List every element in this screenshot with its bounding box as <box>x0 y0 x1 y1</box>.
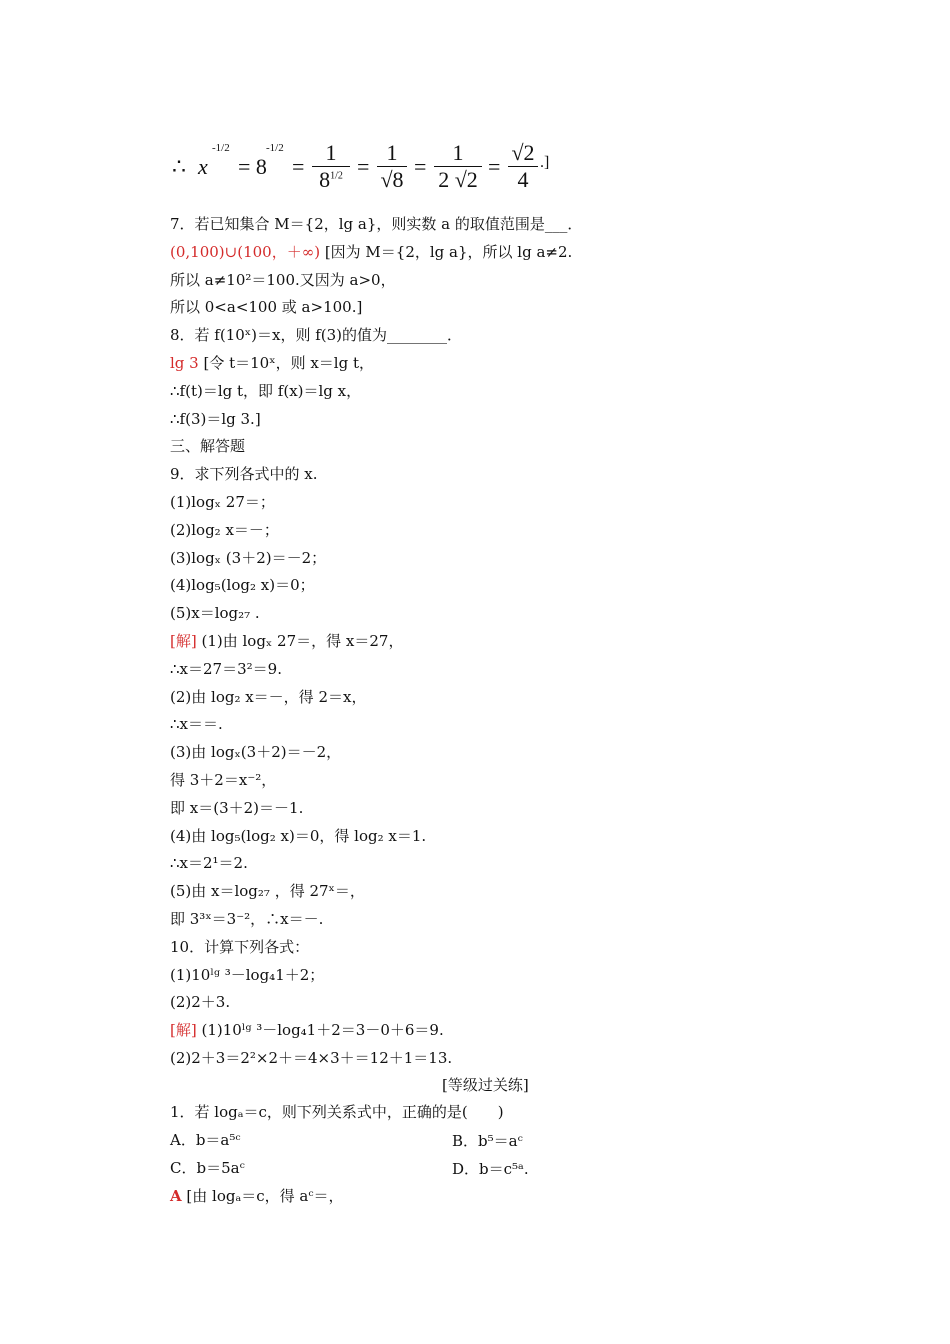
formula-end: .] <box>540 154 550 171</box>
answer-text: [由 logₐ＝c，得 aᶜ＝， <box>181 1187 344 1205</box>
line-text: (1)10ˡᵍ ³－log₄1＋2； <box>170 965 325 984</box>
text-line <box>170 659 282 679</box>
text-line <box>170 826 426 846</box>
text-line <box>170 631 403 651</box>
answer-letter: A <box>170 1187 182 1205</box>
line-text: 7．若已知集合 M＝{2，lg a}，则实数 a 的取值范围是___． <box>170 215 583 233</box>
line-text: (2)log₂ x＝－； <box>170 520 279 539</box>
line-text: (1)由 logₓ 27＝，得 x＝27， <box>196 632 404 650</box>
text-line <box>170 770 276 790</box>
text-line <box>170 798 303 818</box>
line-text: (2)2＋3＝2²×2＋＝4×3＋＝12＋1＝13. <box>170 1049 453 1067</box>
text-line <box>170 714 223 734</box>
text-line <box>170 965 324 985</box>
text-line <box>170 381 361 401</box>
text-line <box>170 742 341 762</box>
answer-label: [解] <box>170 1021 197 1040</box>
line-text: ∴f(3)＝lg 3.] <box>170 409 261 428</box>
option-c: C．b＝5aᶜ <box>170 1159 245 1177</box>
text-line <box>170 270 396 290</box>
line-text: [令 t＝10ˣ，则 x＝lg t， <box>198 354 375 372</box>
text-line <box>170 937 309 957</box>
line-text: [因为 M＝{2，lg a}，所以 lg a≠2. <box>320 242 573 261</box>
text-line <box>170 409 261 429</box>
line-text: 10．计算下列各式： <box>170 937 310 956</box>
text-line <box>170 1048 452 1068</box>
line-text: (1)10ˡᵍ ³－log₄1＋2＝3－0＋6＝9. <box>196 1021 444 1040</box>
text-line <box>170 603 260 623</box>
answer-label: (0,100)∪(100，＋∞) <box>170 242 321 261</box>
text-line <box>170 881 365 901</box>
line-text: (3)由 logₓ(3＋2)＝－2， <box>170 743 342 762</box>
exponent: -1/2 <box>212 142 230 154</box>
fraction-4: √2 4 <box>508 140 538 193</box>
line-text: ∴f(t)＝lg t，即 f(x)＝lg x， <box>170 381 362 400</box>
text-line <box>170 214 582 234</box>
text-line <box>170 853 248 873</box>
variable-x: x <box>198 154 208 179</box>
line-text: 所以 a≠10²＝100.又因为 a>0， <box>170 270 396 289</box>
line-text: 所以 0<a<100 或 a>100.] <box>170 298 363 317</box>
option-a: A．b＝a⁵ᶜ <box>170 1131 241 1149</box>
equals-eight: = 8 <box>238 154 267 179</box>
exponent-eight: -1/2 <box>266 142 284 154</box>
text-line <box>170 992 230 1012</box>
text-line <box>170 242 572 262</box>
text-line <box>170 436 245 456</box>
text-line <box>170 353 374 373</box>
line-text: 得 3＋2＝x⁻²， <box>170 771 277 789</box>
text-line <box>170 297 362 317</box>
line-text: ∴x＝2¹＝2. <box>170 854 248 873</box>
document-page: ∴ x -1/2 = 8 -1/2 = 1 $8^{1/2}$ = 1 √8 = 1 2 √2 = √2 4 .] 7．若已知集合 M＝{2，lg a}，则实数 a 的取值范围是___． (0,100)∪(100，＋∞) [因为 M＝{2，lg a}，所以 lg a≠2. 所以 a≠10²＝100.又因为 a>0， 所以 0<a<100 或 a>100.] 8．若 f(10ˣ)＝x，则 f(3)的值为________． lg 3 [令 t＝10ˣ，则 x＝lg t， ∴f(t)＝lg t，即 f(x)＝lg x， ∴f(3)＝lg 3.] 三、解答题 9．求下列各式中的 x. (1)logₓ 27＝； (2)log₂ x＝－； (3)logₓ (3＋2)＝－2； (4)log₅(log₂ x)＝0； (5)x＝log₂₇ . [解] (1)由 logₓ 27＝，得 x＝27， ∴x＝27＝3²＝9. (2)由 log₂ x＝－，得 2＝x， ∴x＝＝. (3)由 logₓ(3＋2)＝－2， 得 3＋2＝x⁻²， 即 x＝(3＋2)＝－1. (4)由 log₅(log₂ x)＝0，得 log₂ x＝1. ∴x＝2¹＝2. (5)由 x＝log₂₇ ，得 27ˣ＝， 即 3³ˣ＝3⁻²，∴x＝－. 10．计算下列各式： (1)10ˡᵍ ³－log₄1＋2； (2)2＋3. [解] (1)10ˡᵍ ³－log₄1＋2＝3－0＋6＝9. (2)2＋3＝2²×2＋＝4×3＋＝12＋1＝13. [等级过关练] 1．若 logₐ＝c，则下列关系式中，正确的是( ) A．b＝a⁵ᶜ B．b⁵＝aᶜ C．b＝5aᶜ D．b＝c⁵ᵃ. A [由 logₐ＝c，得 aᶜ＝， <box>170 140 583 1205</box>
line-text: ∴x＝27＝3²＝9. <box>170 659 282 678</box>
fraction-1: 1 $8^{1/2}$ <box>312 140 350 193</box>
answer-label: lg 3 <box>170 354 199 372</box>
answer-label: [解] <box>170 632 197 650</box>
option-d: D．b＝c⁵ᵃ. <box>452 1160 529 1178</box>
text-line <box>170 909 323 929</box>
line-text: (2)由 log₂ x＝－，得 2＝x， <box>170 687 367 706</box>
line-text: 三、解答题 <box>170 437 246 456</box>
section-heading: [等级过关练] <box>442 1076 529 1094</box>
line-text: 8．若 f(10ˣ)＝x，则 f(3)的值为________． <box>170 326 463 345</box>
text-line <box>170 520 279 540</box>
text-line <box>170 1020 444 1040</box>
line-text: (1)logₓ 27＝； <box>170 493 275 511</box>
question-1-stem: 1．若 logₐ＝c，则下列关系式中，正确的是( ) <box>170 1103 504 1121</box>
line-text: 即 3³ˣ＝3⁻²，∴x＝－. <box>170 910 324 928</box>
line-text: ∴x＝＝. <box>170 715 223 734</box>
line-text: (3)logₓ (3＋2)＝－2； <box>170 548 327 567</box>
fraction-2: 1 √8 <box>377 140 407 193</box>
text-line <box>170 548 326 568</box>
line-text: (2)2＋3. <box>170 993 231 1012</box>
text-line <box>170 464 318 484</box>
line-text: (4)log₅(log₂ x)＝0； <box>170 576 315 595</box>
text-line <box>170 325 462 345</box>
therefore-symbol: ∴ <box>172 154 186 179</box>
text-line <box>170 575 315 595</box>
text-line <box>170 687 366 707</box>
line-text: (5)x＝log₂₇ . <box>170 604 260 623</box>
line-text: (4)由 log₅(log₂ x)＝0，得 log₂ x＝1. <box>170 826 427 845</box>
option-b: B．b⁵＝aᶜ <box>452 1132 523 1150</box>
line-text: 即 x＝(3＋2)＝－1. <box>170 798 304 817</box>
line-text: (5)由 x＝log₂₇ ，得 27ˣ＝， <box>170 882 365 901</box>
text-line <box>170 492 275 512</box>
answer-line <box>170 1186 344 1206</box>
fraction-3: 1 2 √2 <box>434 140 482 193</box>
line-text: 9．求下列各式中的 x. <box>170 465 318 484</box>
